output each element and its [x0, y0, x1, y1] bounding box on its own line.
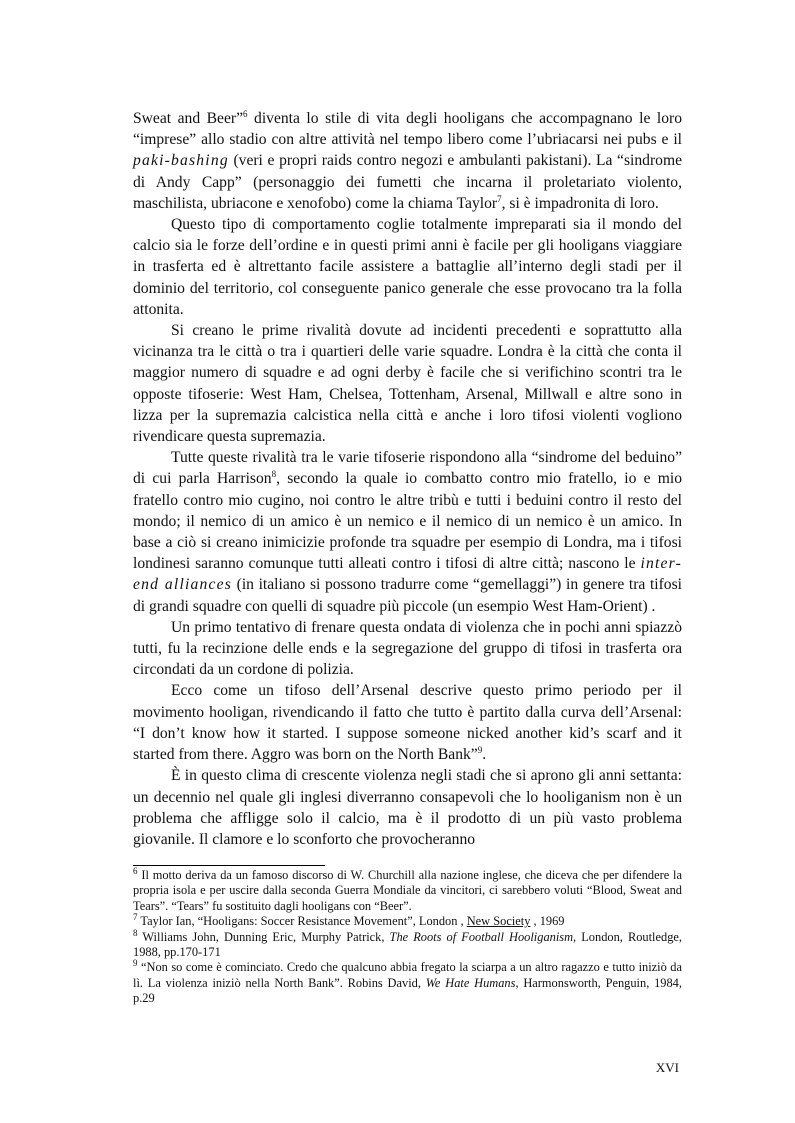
paragraph: Questo tipo di comportamento coglie totalmente impreparati sia il mondo del calcio sia le forze dell’ordine e in questi primi anni è facile per gli hooligans viaggiare in trasferta ed è altrettanto facile assistere a battaglie all’interno degli stadi per il dominio del territorio, col conseguente panico generale che esse provocano tra la folla attonita.	[133, 216, 682, 318]
footnote-rule	[133, 865, 325, 866]
paragraph: Un primo tentativo di frenare questa ondata di violenza che in pochi anni spiazzò tutti, fu la recinzione delle ends e la segregazione del gruppo di tifosi in trasferta ora circondati da un cordone di polizia.	[133, 618, 682, 679]
paragraph: Tutte queste rivalità tra le varie tifoserie rispondono alla “sindrome del beduino” di cui parla Harrison$^8$, secondo la quale io combatto contro mio fratello, io e mio fratello contro mio cugino, noi contro le altre tribù e tutti i beduini contro il resto del mondo; il nemico di un amico è un nemico e il nemico di un nemico è un amico. In base a ciò si creano inimicizie profonde tra squadre per esempio di Londra, ma i tifosi londinesi saranno comunque tutti alleati contro i tifosi di altre città; nascono le inter-end alliances (in italiano si possono tradurre come “gemellaggi”) in genere tra tifosi di grandi squadre con quelli di squadre più piccole (un esempio West Ham-Orient) .	[133, 449, 683, 615]
paragraph: È in questo clima di crescente violenza negli stadi che si aprono gli anni settanta: un decennio nel quale gli inglesi diverranno consapevoli che lo hooliganism non è un problema che affligge solo il calcio, ma è il prodotto di un più vasto problema giovanile. Il clamore e lo sconforto che provocheranno	[133, 767, 682, 848]
footnote: $^6$ Il motto deriva da un famoso discorso di W. Churchill alla nazione inglese, che diceva che per difendere la propria isola e per uscire dalla seconda Guerra Mondiale da vincitori, ci sarebbero voluti “Blood, Sweat and Tears”. “Tears” fu sostituito dagli hooligans con “Beer”.	[133, 865, 682, 913]
page-number: XVI	[655, 1060, 679, 1075]
paragraph: Sweat and Beer”$^6$ diventa lo stile di vita degli hooligans che accompagnano le loro “imprese” allo stadio con altre attività nel tempo libero come l’ubriacarsi nei pubs e il paki-bashing (veri e propri raids contro negozi e ambulanti pakistani). La “sindrome di Andy Capp” (personaggio dei fumetti che incarna il proletariato violento, maschilista, ubriacone e xenofobo) come la chiama Taylor$^7$, si è impadronita di loro.	[133, 108, 683, 212]
paragraph: Ecco come un tifoso dell’Arsenal descrive questo primo periodo per il movimento hooligan, rivendicando il fatto che tutto è partito dalla curva dell’Arsenal: “I don’t know how it started. I suppose someone nicked another kid’s scarf and it started from there. Aggro was born on the North Bank”$^9$.	[133, 682, 682, 764]
footnotes	[133, 865, 682, 1007]
footnote: $^9$ “Non so come è cominciato. Credo che qualcuno abbia fregato la sciarpa a un altro ragazzo e tutto iniziò da lì. La violenza iniziò nella North Bank”. Robins David, We Hate Humans, Harmonsworth, Penguin, 1984, p.29	[133, 958, 682, 1006]
body-text	[133, 108, 682, 850]
paragraph: Si creano le prime rivalità dovute ad incidenti precedenti e soprattutto alla vicinanza tra le città o tra i quartieri delle varie squadre. Londra è la città che conta il maggior numero di squadre e ad ogni derby è facile che si verifichino scontri tra le opposte tifoserie: West Ham, Chelsea, Tottenham, Arsenal, Millwall e altre sono in lizza per la supremazia calcistica nella città e anche i loro tifosi violenti vogliono rivendicare questa supremazia.	[133, 322, 682, 446]
footnote: $^8$ Williams John, Dunning Eric, Murphy Patrick, The Roots of Football Hooliganism, London, Routledge, 1988, pp.170-171	[133, 927, 682, 960]
footnote: $^7$ Taylor Ian, “Hooligans: Soccer Resistance Movement”, London , New Society , 1969	[133, 912, 565, 929]
